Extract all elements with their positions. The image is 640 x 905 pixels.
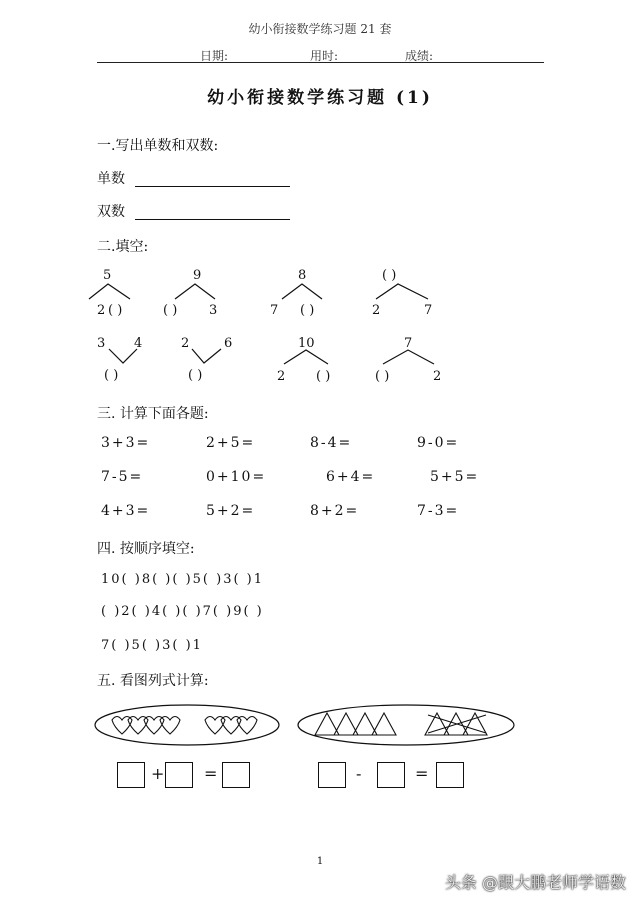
answer-box-1[interactable] (117, 762, 145, 788)
bond-6-a: 2 (181, 336, 190, 351)
calc-r2-c2: 0+10= (206, 469, 267, 485)
section-5-heading: 五. 看图列式计算: (97, 673, 209, 689)
bond-2-top: 9 (193, 268, 202, 283)
triangles-group (315, 713, 487, 735)
sequence-row-3: 7( )5( )3( )1 (101, 638, 203, 653)
hearts-ellipse (95, 705, 279, 745)
bond-7-top: 10 (298, 336, 315, 351)
answer-box-5[interactable] (377, 762, 405, 788)
calc-r2-c1: 7-5= (101, 469, 144, 485)
calc-r2-c3: 6+4= (326, 469, 376, 485)
page-title: 幼小衔接数学练习题 (1) (207, 88, 433, 108)
answer-box-3[interactable] (222, 762, 250, 788)
bond-3-right: ( ) (300, 303, 315, 318)
bond-7-left: 2 (277, 369, 286, 384)
section-2-heading: 二.填空: (97, 239, 149, 255)
bond-3-top: 8 (298, 268, 307, 283)
plus-sign: + (151, 764, 165, 783)
bond-1-right: ( ) (108, 303, 123, 318)
sequence-row-1: 10( )8( )( )5( )3( )1 (101, 572, 265, 587)
time-label: 用时: (310, 49, 339, 63)
bond-3-left: 7 (270, 303, 279, 318)
equals-sign-2: = (415, 764, 429, 783)
answer-box-2[interactable] (165, 762, 193, 788)
section-4-heading: 四. 按顺序填空: (97, 541, 195, 557)
sequence-row-2: ( )2( )4( )( )7( )9( ) (101, 604, 264, 619)
bond-2-left: ( ) (163, 303, 178, 318)
calc-r3-c1: 4+3= (101, 503, 151, 519)
bond-8-top: 7 (404, 336, 413, 351)
even-label: 双数 (97, 204, 125, 220)
watermark: 头条 @跟大鹏老师学语数 (444, 873, 626, 892)
bond-5-a: 3 (97, 336, 106, 351)
answer-box-4[interactable] (318, 762, 346, 788)
score-label: 成绩: (405, 49, 434, 63)
bond-8-right: 2 (433, 369, 442, 384)
bond-4-top: ( ) (382, 268, 397, 283)
hearts-group (112, 717, 257, 735)
odd-label: 单数 (97, 171, 125, 187)
answer-box-6[interactable] (436, 762, 464, 788)
bond-2-right: 3 (209, 303, 218, 318)
minus-sign: - (356, 764, 362, 783)
calc-r1-c1: 3+3= (101, 435, 151, 451)
bond-8-left: ( ) (375, 369, 390, 384)
calc-r3-c3: 8+2= (310, 503, 360, 519)
section-1-heading: 一.写出单数和双数: (97, 138, 219, 154)
calc-r3-c2: 5+2= (206, 503, 256, 519)
bond-1-top: 5 (103, 268, 112, 283)
bond-4-left: 2 (372, 303, 381, 318)
equals-sign-1: = (204, 764, 218, 783)
bond-5-b: 4 (134, 336, 143, 351)
bond-4-right: 7 (424, 303, 433, 318)
calc-r1-c2: 2+5= (206, 435, 256, 451)
date-label: 日期: (200, 49, 229, 63)
bond-7-right: ( ) (316, 369, 331, 384)
header-title: 幼小衔接数学练习题 21 套 (248, 22, 392, 36)
bond-5-bottom: ( ) (104, 368, 119, 383)
page-number: 1 (316, 856, 324, 867)
calc-r1-c4: 9-0= (417, 435, 460, 451)
calc-r1-c3: 8-4= (310, 435, 353, 451)
bond-6-b: 6 (224, 336, 233, 351)
bond-1-left: 2 (97, 303, 106, 318)
section-3-heading: 三. 计算下面各题: (97, 406, 209, 422)
bond-6-bottom: ( ) (188, 368, 203, 383)
calc-r2-c4: 5+5= (430, 469, 480, 485)
calc-r3-c4: 7-3= (417, 503, 460, 519)
